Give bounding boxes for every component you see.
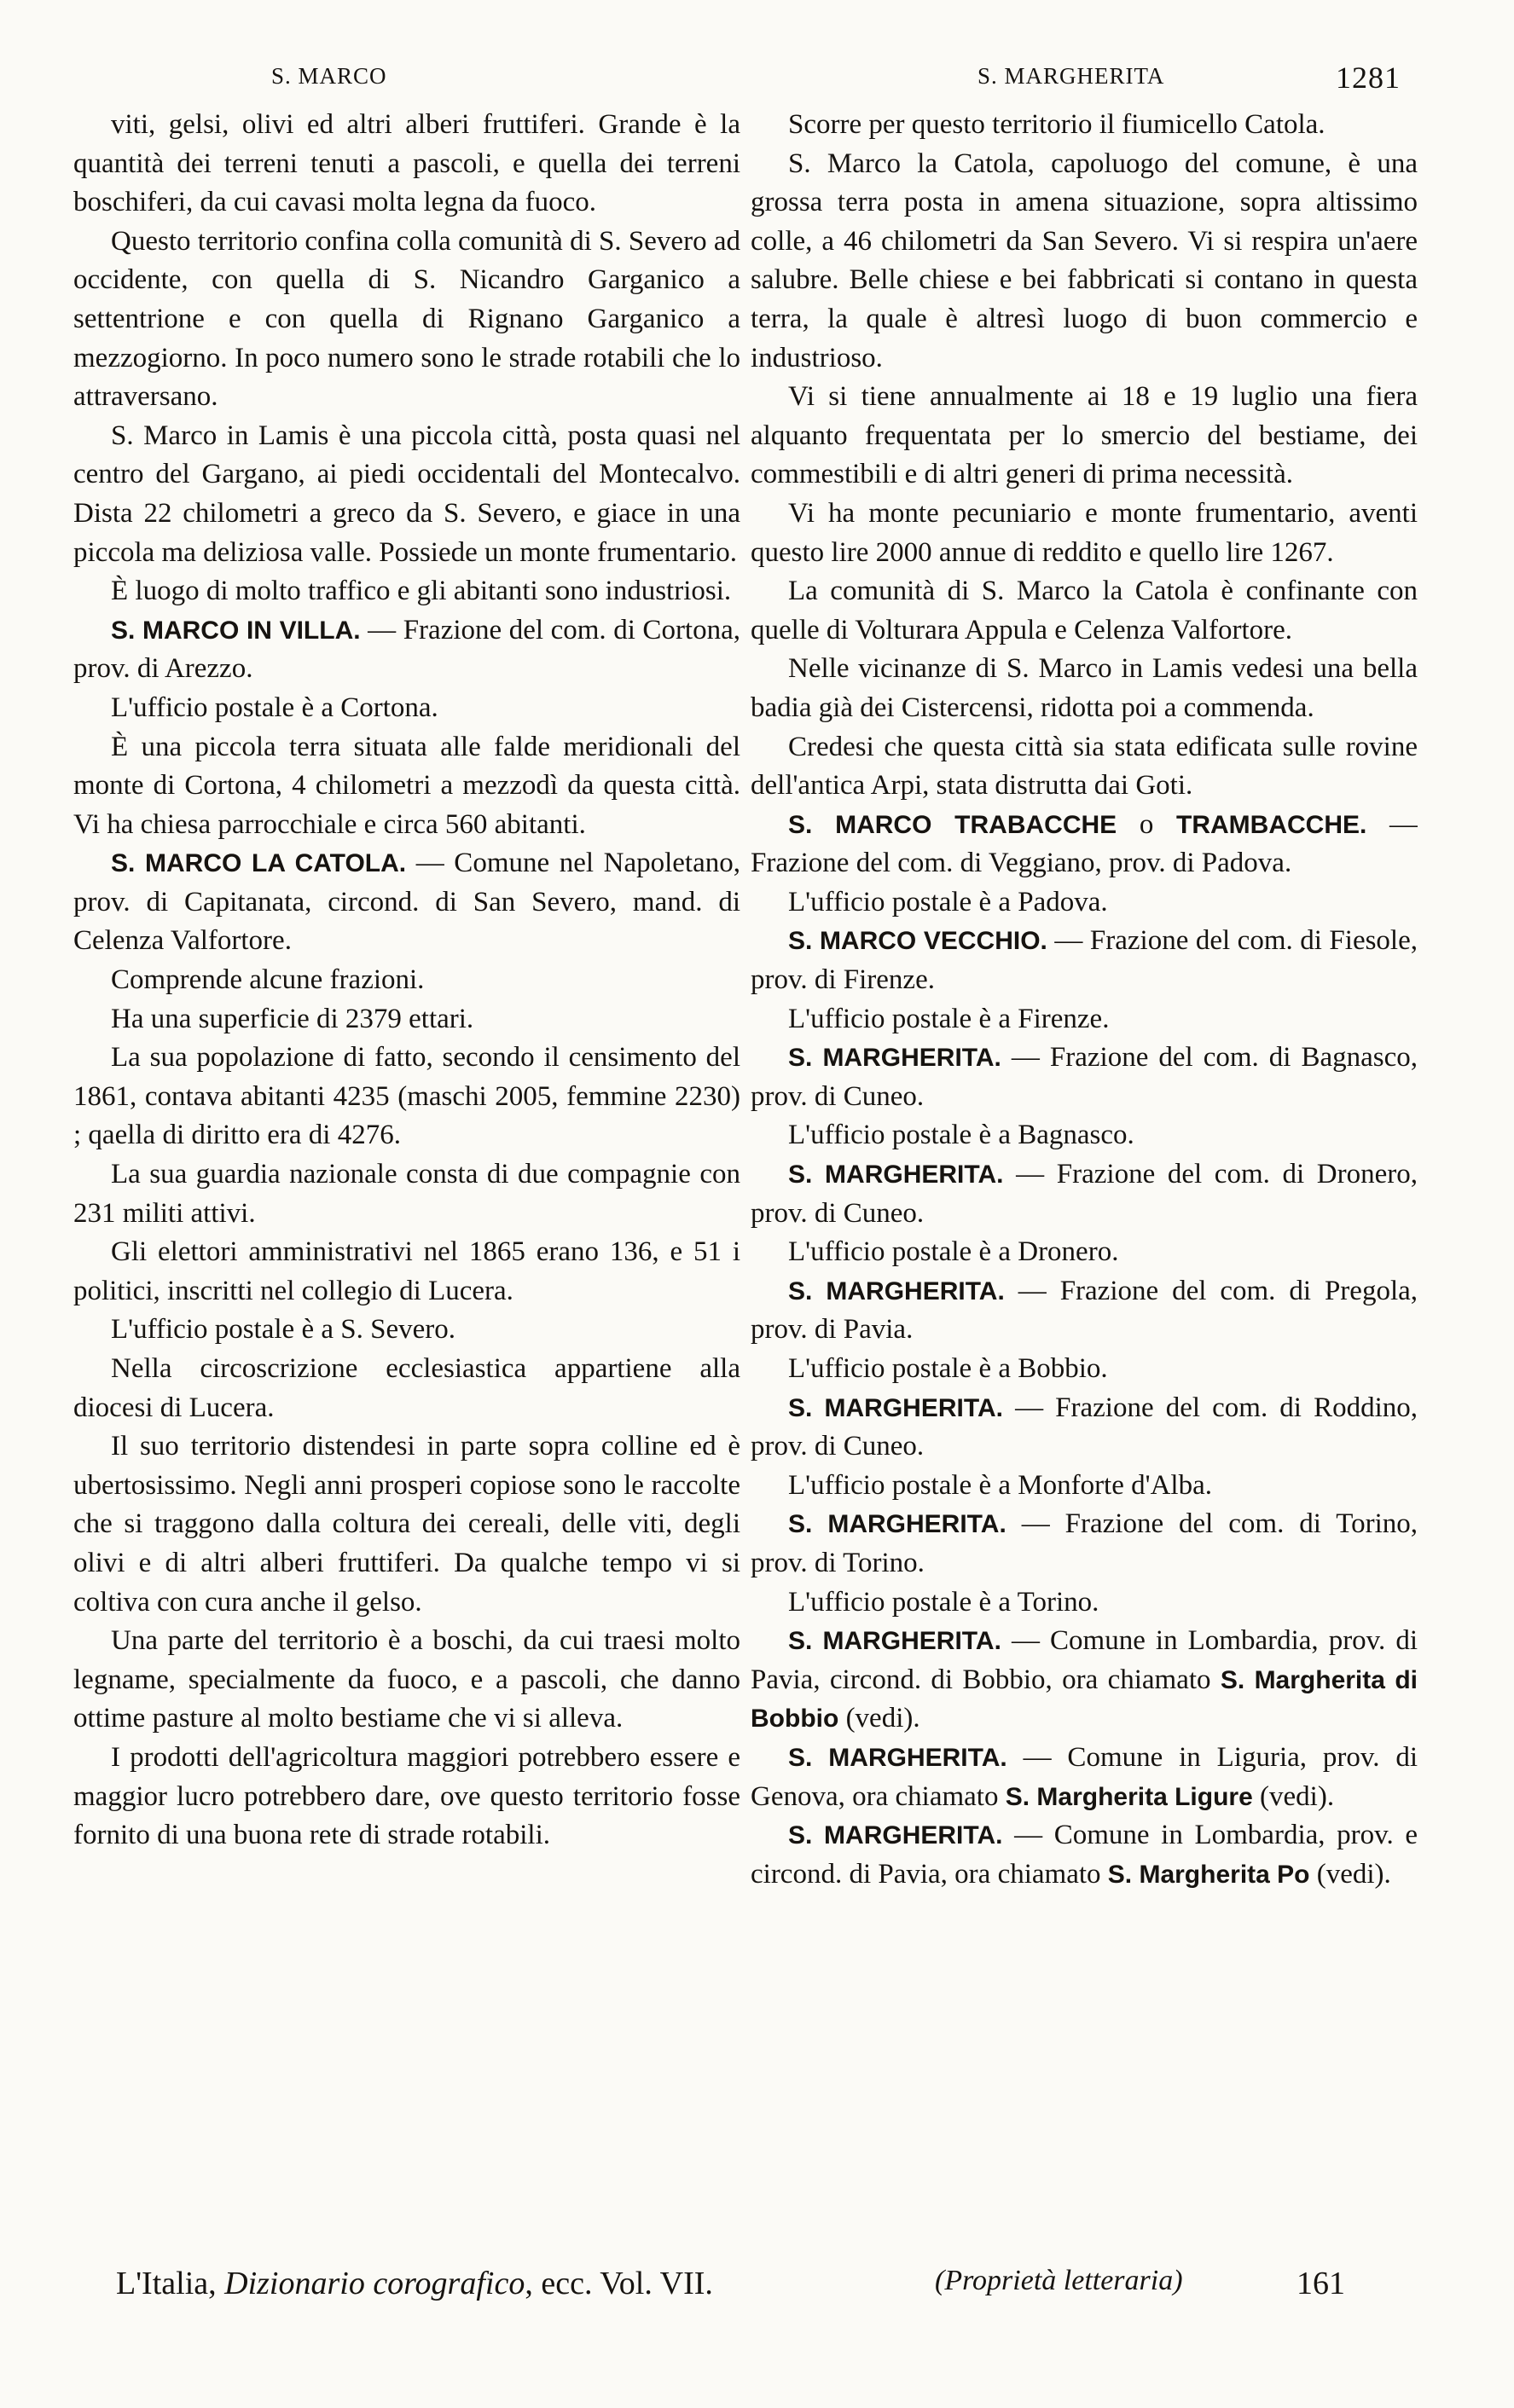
paragraph-text: — Frazione del com. di Veggiano, prov. di Padova. (751, 808, 1418, 879)
entry-headword: S. MARGHERITA. (788, 1743, 1007, 1772)
publication-prefix: L'Italia, (116, 2266, 225, 2301)
dictionary-entry (751, 922, 1418, 999)
paragraph-text: La sua popolazione di fatto, secondo il censimento del 1861, contava abitanti 4235 (maschi 2005, femmine 2230) ; qaella di diritto era di 4276. (73, 1042, 740, 1151)
page-footer (73, 2265, 1421, 2309)
paragraph-text: — Comune in Lombardia, prov. e circond. di Pavia, ora chiamato (751, 1820, 1418, 1890)
paragraph (73, 961, 740, 1000)
right-column (751, 106, 1418, 2255)
paragraph (751, 650, 1418, 727)
paragraph (751, 1467, 1418, 1506)
paragraph (73, 1039, 740, 1155)
paragraph-text: — Comune nel Napoletano, prov. di Capitanata, circond. di San Severo, mand. di Celenza Valfortore. (73, 848, 740, 957)
paragraph-text: S. Marco in Lamis è una piccola città, posta quasi nel centro del Gargano, ai piedi occidentali del Montecalvo. Dista 22 chilometri a greco da S. Severo, e giace in una piccola ma deliziosa valle. Possiede un monte frumentario. (73, 420, 740, 568)
paragraph-text: Il suo territorio distendesi in parte sopra colline ed è ubertosissimo. Negli anni prosperi copiose sono le raccolte che si traggono dalla coltura dei cereali, delle viti, degli olivi e di altri alberi fruttiferi. Da qualche tempo vi si coltiva con cura anche il gelso. (73, 1431, 740, 1618)
paragraph-text: Scorre per questo territorio il fiumicello Catola. (788, 109, 1325, 140)
entry-headword: S. MARGHERITA. (788, 1510, 1006, 1539)
paragraph-text: L'ufficio postale è a Bagnasco. (788, 1120, 1134, 1151)
dictionary-entry (73, 844, 740, 961)
dictionary-entry (751, 1816, 1418, 1894)
dictionary-entry (751, 1272, 1418, 1350)
publication-line (116, 2265, 713, 2302)
paragraph-text: L'ufficio postale è a Bobbio. (788, 1353, 1108, 1384)
entry-headword: S. MARGHERITA. (788, 1044, 1001, 1073)
cross-reference: S. Margherita Ligure (1005, 1782, 1253, 1811)
paragraph (751, 1583, 1418, 1623)
paragraph-text: S. Marco la Catola, capoluogo del comune, è una grossa terra posta in amena situazione, sopra altissimo colle, a 46 chilometri da San Severo. Vi si respira un'aere salubre. Belle chiese e bei fabbricati si contano in questa terra, la quale è altresì luogo di buon commercio e industrioso. (751, 148, 1418, 373)
entry-headword: S. MARGHERITA. (788, 1393, 1003, 1422)
paragraph (73, 417, 740, 572)
paragraph-text: Nelle vicinanze di S. Marco in Lamis vedesi una bella badia già dei Cistercensi, ridotta poi a commenda. (751, 653, 1418, 723)
dictionary-entry (751, 1155, 1418, 1233)
paragraph-text: — Frazione del com. di Roddino, prov. di Cuneo. (751, 1392, 1418, 1462)
publication-title: Dizionario corografico (224, 2266, 525, 2301)
paragraph-text: I prodotti dell'agricoltura maggiori potrebbero essere e maggior lucro potrebbero dare, ove questo territorio fosse fornito di una buona rete di strade rotabili. (73, 1741, 740, 1851)
paragraph-tail: (vedi). (838, 1703, 920, 1734)
paragraph-text: — Frazione del com. di Cortona, prov. di Arezzo. (73, 614, 740, 685)
paragraph-text: — Frazione del com. di Fiesole, prov. di Firenze. (751, 925, 1418, 996)
dictionary-entry (751, 1739, 1418, 1816)
paragraph-text: La comunità di S. Marco la Catola è confinante con quelle di Volturara Appula e Celenza Valfortore. (751, 576, 1418, 645)
paragraph (73, 1350, 740, 1427)
page-header (73, 63, 1421, 104)
paragraph-text: L'ufficio postale è a Monforte d'Alba. (788, 1469, 1212, 1501)
entry-headword: S. MARCO VECCHIO. (788, 927, 1047, 956)
cross-reference: S. Margherita di Bobbio (751, 1665, 1418, 1734)
entry-headword-alt: TRAMBACCHE. (1176, 810, 1367, 839)
paragraph-text: L'ufficio postale è a Dronero. (788, 1236, 1119, 1268)
paragraph-text: — Comune in Liguria, prov. di Genova, ora chiamato (751, 1741, 1418, 1812)
paragraph-text: Nella circoscrizione ecclesiastica appartiene alla diocesi di Lucera. (73, 1353, 740, 1423)
dictionary-entry (751, 1622, 1418, 1739)
paragraph-text: L'ufficio postale è a Torino. (788, 1586, 1099, 1618)
paragraph (73, 1155, 740, 1233)
page-number: 1281 (1336, 61, 1401, 95)
dictionary-entry (751, 1389, 1418, 1467)
paragraph-text: — Frazione del com. di Torino, prov. di Torino. (751, 1508, 1418, 1578)
paragraph (751, 883, 1418, 923)
paragraph (73, 1233, 740, 1311)
paragraph-tail: (vedi). (1309, 1858, 1391, 1890)
paragraph-text: Vi ha monte pecuniario e monte frumentario, aventi questo lire 2000 annue di reddito e quello lire 1267. (751, 497, 1418, 568)
paragraph-text: Credesi che questa città sia stata edificata sulle rovine dell'antica Arpi, stata distrutta dai Goti. (751, 731, 1418, 802)
paragraph-text: È luogo di molto traffico e gli abitanti sono industriosi. (111, 576, 732, 607)
paragraph (73, 1739, 740, 1855)
paragraph (73, 1000, 740, 1039)
entry-headword: S. MARGHERITA. (788, 1627, 1001, 1656)
paragraph (751, 1350, 1418, 1389)
paragraph-text: viti, gelsi, olivi ed altri alberi fruttiferi. Grande è la quantità dei terreni tenuti a pascoli, e quella dei terreni boschiferi, da cui cavasi molta legna da fuoco. (73, 109, 740, 218)
paragraph (73, 689, 740, 728)
entry-headword: S. MARCO TRABACCHE (788, 810, 1117, 839)
left-column (73, 106, 740, 2255)
entry-headword: S. MARCO LA CATOLA. (111, 849, 407, 878)
paragraph (73, 572, 740, 611)
paragraph-text: — Frazione del com. di Dronero, prov. di Cuneo. (751, 1159, 1418, 1229)
paragraph (751, 572, 1418, 650)
paragraph-text: Ha una superficie di 2379 ettari. (111, 1003, 474, 1034)
paragraph-text: L'ufficio postale è a Padova. (788, 886, 1108, 917)
paragraph-text: Vi si tiene annualmente ai 18 e 19 luglio una fiera alquanto frequentata per lo smercio del bestiame, dei commestibili e di altri generi di prima necessità. (751, 381, 1418, 490)
running-head-right: S. MARGHERITA (977, 63, 1165, 89)
paragraph (73, 728, 740, 845)
running-head-left: S. MARCO (271, 63, 387, 89)
paragraph-text: Comprende alcune frazioni. (111, 964, 425, 996)
entry-headword: S. MARCO IN VILLA. (111, 616, 361, 645)
paragraph-text: La sua guardia nazionale consta di due compagnie con 231 militi attivi. (73, 1159, 740, 1229)
paragraph-text: L'ufficio postale è a Firenze. (788, 1003, 1110, 1034)
property-note: (Proprietà letteraria) (935, 2265, 1183, 2296)
paragraph (751, 728, 1418, 806)
paragraph-tail: (vedi). (1252, 1780, 1335, 1812)
paragraph (751, 378, 1418, 495)
paragraph-text: L'ufficio postale è a Cortona. (111, 692, 438, 723)
signature-number: 161 (1296, 2266, 1345, 2301)
paragraph (73, 1622, 740, 1739)
paragraph-text: È una piccola terra situata alle falde meridionali del monte di Cortona, 4 chilometri a mezzodì da questa città. Vi ha chiesa parrocchiale e circa 560 abitanti. (73, 731, 740, 840)
dictionary-entry (751, 1039, 1418, 1116)
paragraph-text: Una parte del territorio è a boschi, da cui traesi molto legname, specialmente da fuoco, e a pascoli, che danno ottime pasture al molto bestiame che vi si alleva. (73, 1625, 740, 1734)
entry-headword: S. MARGHERITA. (788, 1276, 1005, 1305)
paragraph-text: L'ufficio postale è a S. Severo. (111, 1314, 455, 1346)
entry-headword: S. MARGHERITA. (788, 1821, 1003, 1850)
paragraph (751, 1000, 1418, 1039)
publication-suffix: , ecc. Vol. VII. (525, 2266, 713, 2301)
paragraph (73, 223, 740, 417)
headword-connector: o (1117, 808, 1177, 840)
paragraph (73, 1311, 740, 1350)
paragraph (751, 145, 1418, 379)
paragraph-text: — Frazione del com. di Pregola, prov. di Pavia. (751, 1275, 1418, 1346)
paragraph (751, 1116, 1418, 1155)
paragraph (751, 495, 1418, 572)
entry-headword: S. MARGHERITA. (788, 1161, 1004, 1190)
paragraph (751, 1233, 1418, 1272)
dictionary-entry (751, 1505, 1418, 1583)
paragraph-text: — Comune in Lombardia, prov. di Pavia, circond. di Bobbio, ora chiamato (751, 1625, 1418, 1695)
paragraph (73, 106, 740, 223)
paragraph-text: Questo territorio confina colla comunità di S. Severo ad occidente, con quella di S. Nicandro Garganico a settentrione e con quella di Rignano Garganico a mezzogiorno. In poco numero sono le strade rotabili che lo attraversano. (73, 225, 740, 413)
paragraph (751, 106, 1418, 145)
paragraph-text: Gli elettori amministrativi nel 1865 erano 136, e 51 i politici, inscritti nel collegio di Lucera. (73, 1236, 740, 1306)
paragraph (73, 1427, 740, 1622)
dictionary-entry (73, 611, 740, 689)
dictionary-entry (751, 806, 1418, 883)
cross-reference: S. Margherita Po (1107, 1860, 1310, 1889)
paragraph-text: — Frazione del com. di Bagnasco, prov. di Cuneo. (751, 1042, 1418, 1112)
